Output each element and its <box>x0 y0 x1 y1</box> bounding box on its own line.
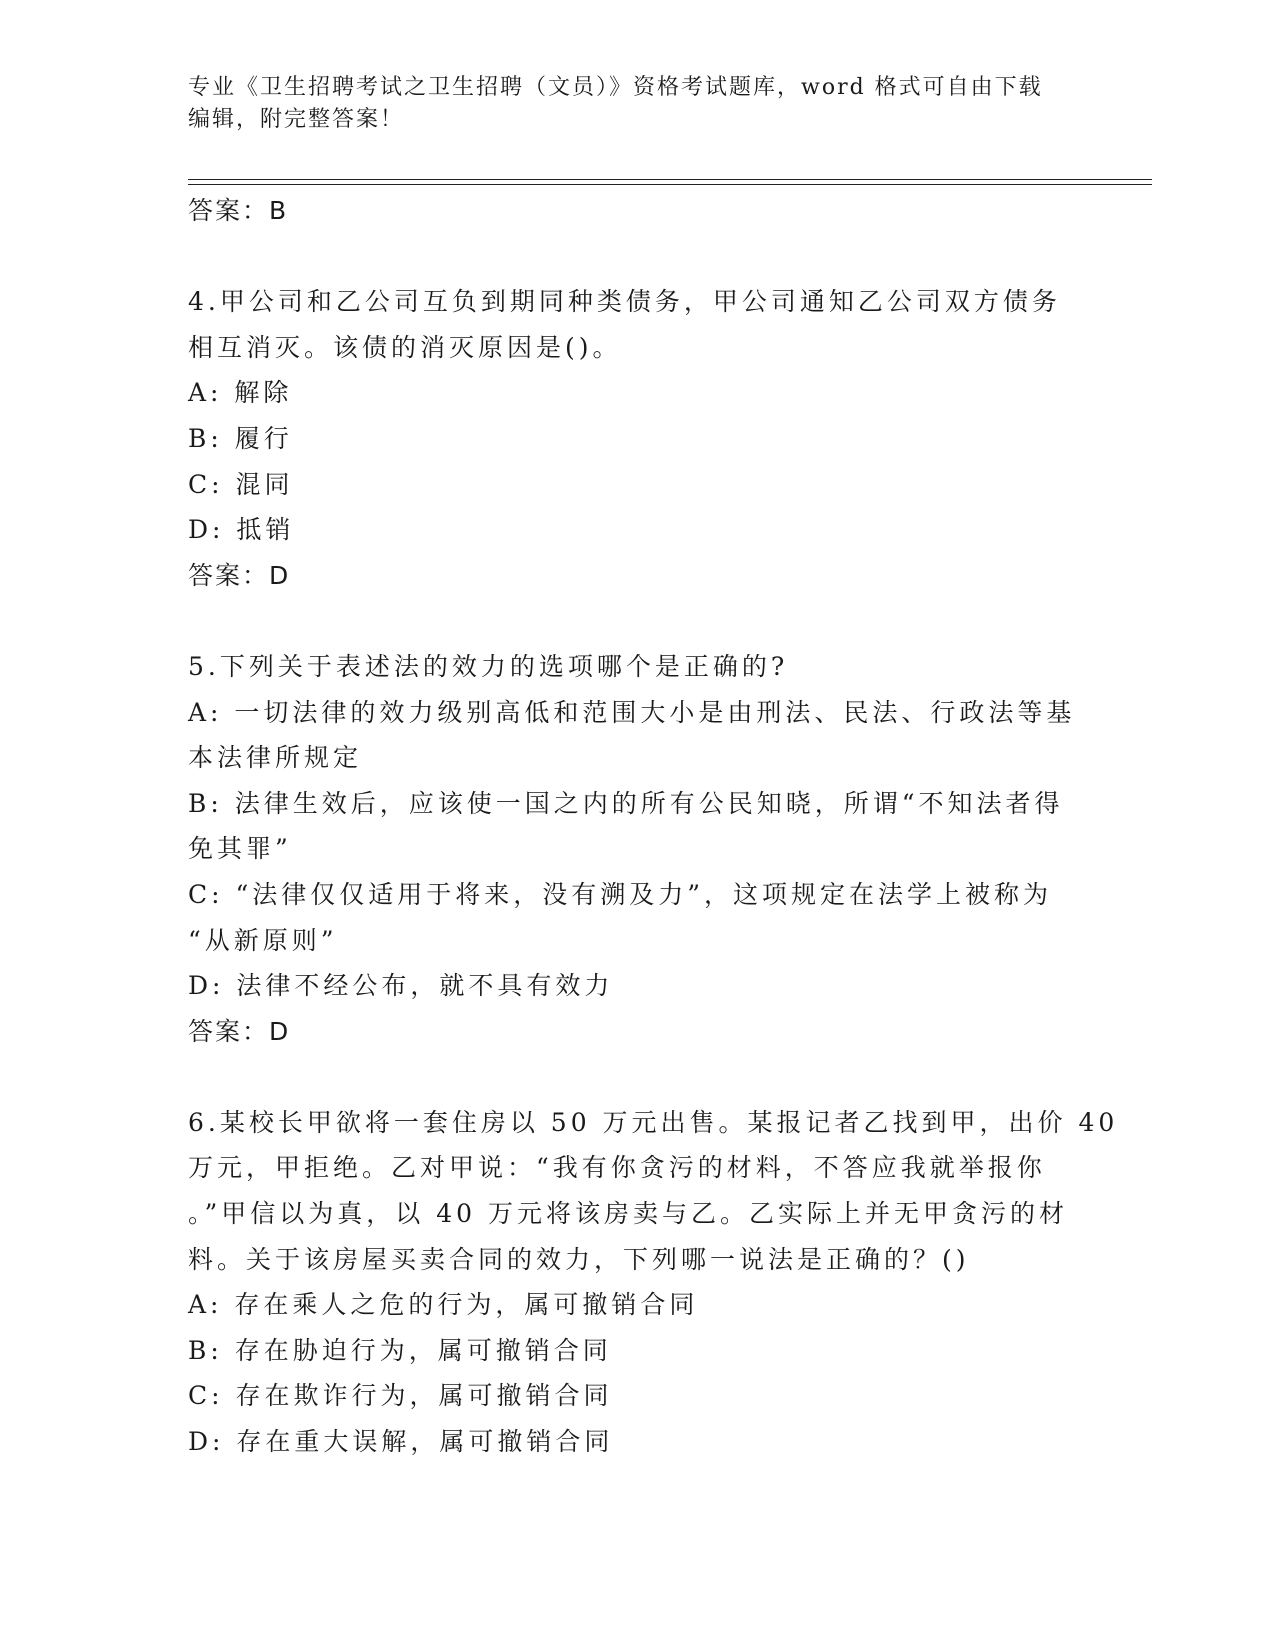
option-a: A: 解除 <box>188 378 293 408</box>
option-b: B: 存在胁迫行为，属可撤销合同 <box>188 1335 612 1365</box>
option-b-cont: 免其罪” <box>188 834 292 864</box>
question-stem-line: 相互消灭。该债的消灭原因是()。 <box>188 332 622 362</box>
option-a-cont: 本法律所规定 <box>188 743 363 773</box>
spacer <box>188 1054 1088 1100</box>
option-c: C: 存在欺诈行为，属可撤销合同 <box>188 1381 613 1411</box>
option-b: B: 履行 <box>188 423 293 453</box>
header-line-1: 专业《卫生招聘考试之卫生招聘（文员）》资格考试题库，word 格式可自由下载 <box>188 75 1043 100</box>
spacer <box>188 598 1088 644</box>
question-stem-line: 。”甲信以为真，以 40 万元将该房卖与乙。乙实际上并无甲贪污的材 <box>188 1199 1068 1229</box>
option-b: B: 法律生效后，应该使一国之内的所有公民知晓，所谓“不知法者得 <box>188 788 1064 818</box>
question-4 <box>188 279 1088 598</box>
spacer <box>188 234 1088 280</box>
option-a: A: 一切法律的效力级别高低和范围大小是由刑法、民法、行政法等基 <box>188 697 1076 727</box>
answer-prev: 答案：B <box>188 196 289 225</box>
question-6 <box>188 1100 1119 1465</box>
document-body <box>188 188 1119 1465</box>
answer: 答案：D <box>188 1016 291 1046</box>
header-rule-top <box>188 179 1152 180</box>
question-stem-line: 5.下列关于表述法的效力的选项哪个是正确的? <box>188 651 789 681</box>
option-d: D: 法律不经公布，就不具有效力 <box>188 971 614 1001</box>
question-stem-line: 6.某校长甲欲将一套住房以 50 万元出售。某报记者乙找到甲，出价 40 <box>188 1107 1119 1137</box>
option-c: C: “法律仅仅适用于将来，没有溯及力”，这项规定在法学上被称为 <box>188 879 1053 909</box>
option-c: C: 混同 <box>188 469 294 499</box>
question-stem-line: 4.甲公司和乙公司互负到期同种类债务，甲公司通知乙公司双方债务 <box>188 287 1061 317</box>
option-a: A: 存在乘人之危的行为，属可撤销合同 <box>188 1290 699 1320</box>
answer: 答案：D <box>188 560 291 590</box>
option-c-cont: “从新原则” <box>188 925 338 955</box>
option-d: D: 抵销 <box>188 515 295 545</box>
question-5 <box>188 644 1088 1054</box>
document-header <box>188 72 1068 136</box>
header-line-2: 编辑，附完整答案！ <box>188 107 405 132</box>
option-d: D: 存在重大误解，属可撤销合同 <box>188 1427 614 1457</box>
question-stem-line: 万元，甲拒绝。乙对甲说：“我有你贪污的材料，不答应我就举报你 <box>188 1153 1046 1183</box>
question-stem-line: 料。关于该房屋买卖合同的效力，下列哪一说法是正确的？() <box>188 1244 970 1274</box>
header-rule-bottom <box>188 184 1152 185</box>
